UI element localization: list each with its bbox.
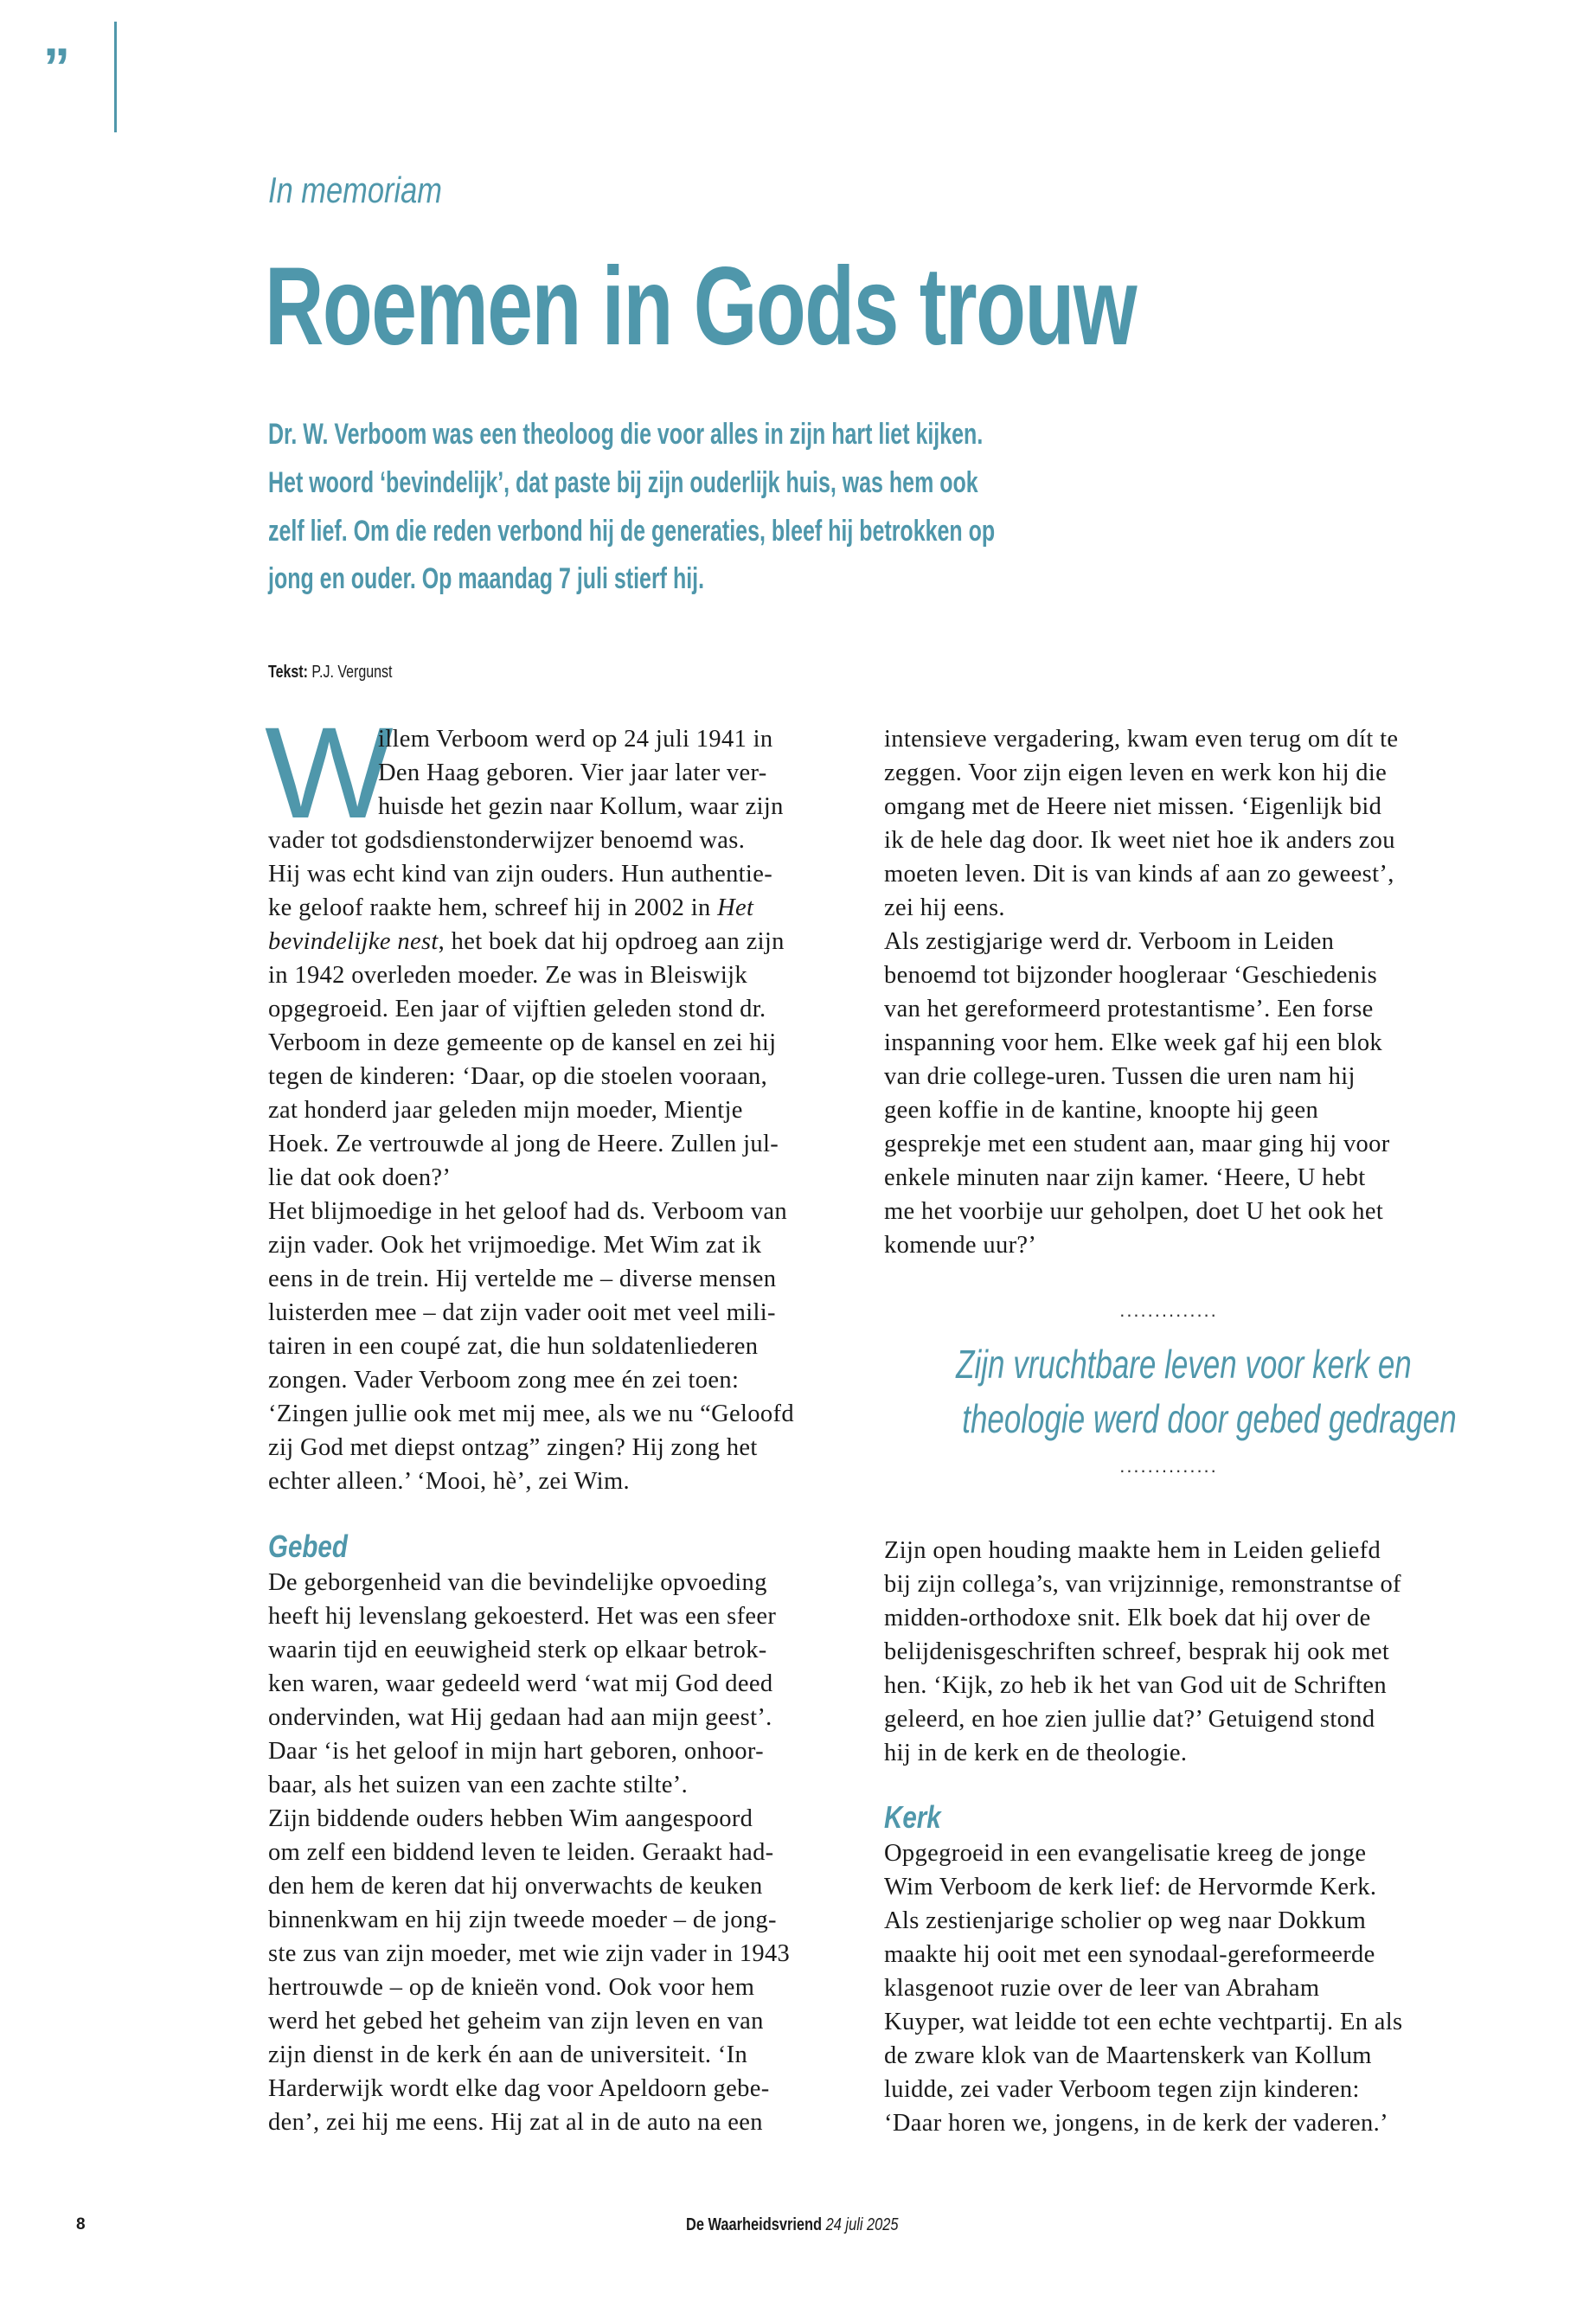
text-line: Kuyper, wat leidde tot een echte vechtpartij. En als [884, 2009, 1403, 2035]
text-line: ‘Zingen jullie ook met mij mee, als we nu “Geloofd [268, 1400, 794, 1427]
text-line: ondervinden, wat Hij gedaan had aan mijn geest’. [268, 1704, 772, 1731]
text-line: Als zestienjarige scholier op weg naar Dokkum [884, 1907, 1367, 1934]
text-line: Dr. W. Verboom was een theoloog die voor alles in zijn hart liet kijken. [268, 418, 984, 451]
text-line: omgang met de Heere niet missen. ‘Eigenlijk bid [884, 793, 1382, 820]
text-line: intensieve vergadering, kwam even terug om dít te [884, 726, 1399, 753]
text-line: midden-orthodoxe snit. Elk boek dat hij over de [884, 1605, 1371, 1631]
text-line: huisde het gezin naar Kollum, waar zijn [378, 793, 784, 820]
text-line: gesprekje met een student aan, maar ging hij voor [884, 1131, 1390, 1157]
heading-gebed: Gebed [268, 1529, 348, 1564]
text-line: tairen in een coupé zat, die hun soldatenliederen [268, 1333, 759, 1360]
text-line [268, 925, 794, 958]
text-line: zelf lief. Om die reden verbond hij de generaties, bleef hij betrokken op [268, 514, 996, 548]
text-line: klasgenoot ruzie over de leer van Abraham [884, 1975, 1320, 2002]
text-line: lie dat ook doen?’ [268, 1164, 452, 1191]
text-line: enkele minuten naar zijn kamer. ‘Heere, U hebt [884, 1164, 1366, 1191]
text-line: in 1942 overleden moeder. Ze was in Bleiswijk [268, 962, 747, 989]
text-line: moeten leven. Dit is van kinds af aan zo geweest’, [884, 861, 1394, 888]
article-title: Roemen in Gods trouw [265, 245, 1137, 369]
text-line: hertrouwde – op de knieën vond. Ook voor hem [268, 1974, 755, 2001]
text-line: eens in de trein. Hij vertelde me – diverse mensen [268, 1266, 777, 1292]
text-line: ste zus van zijn moeder, met wie zijn vader in 1943 [268, 1940, 791, 1967]
text-line: Opgegroeid in een evangelisatie kreeg de jonge [884, 1840, 1367, 1867]
text-line: komende uur?’ [884, 1232, 1037, 1259]
text-line: echter alleen.’ ‘Mooi, hè’, zei Wim. [268, 1468, 630, 1495]
pull-quote-divider-top: .............. [1119, 1299, 1218, 1321]
text-line: bij zijn collega’s, van vrijzinnige, remonstrantse of [884, 1571, 1401, 1598]
text-line: Wim Verboom de kerk lief: de Hervormde Kerk. [884, 1874, 1377, 1900]
text-line: Hij was echt kind van zijn ouders. Hun authentie- [268, 861, 773, 888]
text-line: ik de hele dag door. Ik weet niet hoe ik anders zou [884, 827, 1395, 854]
text-line: Het blijmoedige in het geloof had ds. Verboom van [268, 1198, 787, 1225]
column-left-intro [268, 722, 794, 1498]
text-line: den’, zei hij me eens. Hij zat al in de auto na een [268, 2109, 763, 2136]
text-segment: , het boek dat hij opdroeg aan zijn [438, 928, 785, 955]
byline-label: Tekst: [268, 663, 308, 682]
text-line: me het voorbije uur geholpen, doet U het ook het [884, 1198, 1384, 1225]
pull-quote-divider-bottom: .............. [1119, 1455, 1218, 1477]
text-line: heeft hij levenslang gekoesterd. Het was een sfeer [268, 1603, 777, 1630]
text-line: de zware klok van de Maartenskerk van Kollum [884, 2042, 1372, 2069]
column-right-mid [884, 1534, 1401, 1770]
page-number: 8 [76, 2215, 86, 2234]
publication-date: 24 juli 2025 [825, 2215, 899, 2234]
byline-author: P.J. Vergunst [311, 663, 393, 682]
text-line: Zijn open houding maakte hem in Leiden geliefd [884, 1537, 1381, 1564]
drop-cap: W [265, 700, 394, 845]
text-line: zei hij eens. [884, 894, 1005, 921]
publication-name: De Waarheidsvriend [686, 2215, 823, 2234]
column-left-gebed [268, 1566, 790, 2139]
text-line: opgegroeid. Een jaar of vijftien geleden stond dr. [268, 996, 766, 1022]
column-right-intro [884, 722, 1398, 1262]
text-line: jong en ouder. Op maandag 7 juli stierf hij. [268, 562, 705, 596]
text-line: geen koffie in de kantine, knoopte hij geen [884, 1097, 1319, 1124]
text-line: werd het gebed het geheim van zijn leven en van [268, 2008, 764, 2035]
text-line: baar, als het suizen van een zachte stilte’. [268, 1772, 689, 1798]
article-lead [268, 411, 995, 604]
italic-title: bevindelijke nest [268, 928, 439, 955]
text-line: Hoek. Ze vertrouwde al jong de Heere. Zullen jul- [268, 1131, 779, 1157]
quote-mark-icon: ” [43, 38, 70, 98]
text-line: ken waren, waar gedeeld werd ‘wat mij God deed [268, 1670, 773, 1697]
text-line: illem Verboom werd op 24 juli 1941 in [378, 726, 773, 753]
footer-publication [686, 2215, 899, 2235]
text-line: zijn vader. Ook het vrijmoedige. Met Wim zat ik [268, 1232, 762, 1259]
text-line: van het gereformeerd protestantisme’. Een forse [884, 996, 1374, 1022]
byline [268, 663, 393, 683]
text-line: van drie college-uren. Tussen die uren nam hij [884, 1063, 1356, 1090]
text-line: Daar ‘is het geloof in mijn hart geboren, onhoor- [268, 1738, 764, 1765]
text-line: Zijn biddende ouders hebben Wim aangespoord [268, 1805, 753, 1832]
text-line: om zelf een biddend leven te leiden. Geraakt had- [268, 1839, 774, 1866]
text-line: luisterden mee – dat zijn vader ooit met veel mili- [268, 1299, 776, 1326]
text-line: tegen de kinderen: ‘Daar, op die stoelen vooraan, [268, 1063, 768, 1090]
text-line: ‘Daar horen we, jongens, in de kerk der vaderen.’ [884, 2110, 1388, 2137]
text-line: belijdenisgeschriften schreef, besprak hij ook met [884, 1638, 1390, 1665]
text-line: inspanning voor hem. Elke week gaf hij een blok [884, 1029, 1383, 1056]
section-label: In memoriam [268, 170, 442, 210]
text-line: zongen. Vader Verboom zong mee én zei toen: [268, 1367, 740, 1394]
text-line: Den Haag geboren. Vier jaar later ver- [378, 760, 767, 786]
text-line: vader tot godsdienstonderwijzer benoemd was. [268, 827, 746, 854]
column-right-kerk [884, 1836, 1403, 2140]
text-line: Verboom in deze gemeente op de kansel en zei hij [268, 1029, 777, 1056]
text-line: den hem de keren dat hij onverwachts de keuken [268, 1873, 763, 1900]
text-line [268, 891, 794, 925]
italic-title: Het [717, 894, 754, 921]
header-divider [114, 22, 117, 132]
text-line: luidde, zei vader Verboom tegen zijn kinderen: [884, 2076, 1360, 2103]
text-line: Het woord ‘bevindelijk’, dat paste bij zijn ouderlijk huis, was hem ook [268, 465, 978, 499]
text-line: geleerd, en hoe zien jullie dat?’ Getuigend stond [884, 1706, 1375, 1733]
text-line: benoemd tot bijzonder hoogleraar ‘Geschiedenis [884, 962, 1378, 989]
text-line: zeggen. Voor zijn eigen leven en werk kon hij die [884, 760, 1388, 786]
text-line: hen. ‘Kijk, zo heb ik het van God uit de Schriften [884, 1672, 1388, 1699]
text-line: zijn dienst in de kerk én aan de universiteit. ‘In [268, 2041, 748, 2068]
text-segment: ke geloof raakte hem, schreef hij in 2002 in [268, 894, 718, 921]
text-line: hij in de kerk en de theologie. [884, 1740, 1188, 1766]
text-line: De geborgenheid van die bevindelijke opvoeding [268, 1569, 767, 1596]
pull-quote-line: Zijn vruchtbare leven voor kerk en [956, 1342, 1412, 1387]
text-line: Als zestigjarige werd dr. Verboom in Leiden [884, 928, 1335, 955]
text-line: zij God met diepst ontzag” zingen? Hij zong het [268, 1434, 758, 1461]
pull-quote-line: theologie werd door gebed gedragen [962, 1396, 1457, 1441]
text-line: binnenkwam en hij zijn tweede moeder – de jong- [268, 1907, 777, 1933]
text-line: zat honderd jaar geleden mijn moeder, Mientje [268, 1097, 743, 1124]
text-line: Harderwijk wordt elke dag voor Apeldoorn gebe- [268, 2075, 770, 2102]
text-line: maakte hij ooit met een synodaal-gereformeerde [884, 1941, 1375, 1968]
pull-quote [884, 1341, 1457, 1450]
heading-kerk: Kerk [884, 1799, 941, 1835]
text-line: waarin tijd en eeuwigheid sterk op elkaar betrok- [268, 1637, 767, 1663]
